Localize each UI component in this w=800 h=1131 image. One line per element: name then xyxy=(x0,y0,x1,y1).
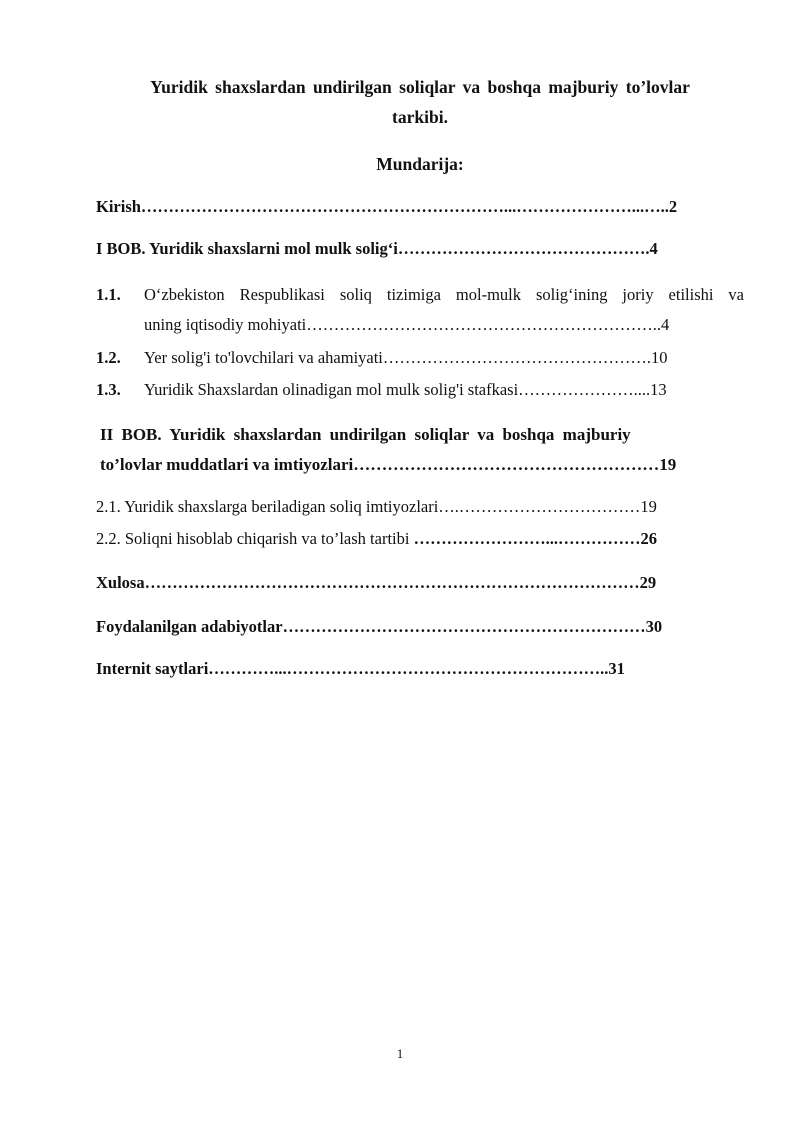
document-title-line2: tarkibi. xyxy=(392,107,448,127)
toc-section-number: 1.1. xyxy=(96,285,121,304)
toc-entry-section-1-1 xyxy=(96,280,744,340)
toc-entry-websites: Internit saytlari…………...…………………………………………………..31 xyxy=(96,659,625,678)
toc-entry-intro: Kirish…………………………………………………………...…………………...…..2 xyxy=(96,197,678,216)
toc-section-number: 1.3. xyxy=(96,380,121,399)
toc-entry-section-1-3 xyxy=(96,379,744,401)
toc-entry-chapter2 xyxy=(100,420,742,480)
toc-entry-section-1-2 xyxy=(96,347,744,369)
toc-section-text-line1: O‘zbekiston Respublikasi soliq tizimiga mol-mulk solig‘ining joriy etilishi va xyxy=(144,285,744,304)
toc-section-text-line2: uning iqtisodiy mohiyati………………………………………………………..4 xyxy=(144,315,670,334)
page-number: 1 xyxy=(396,1046,404,1061)
document-title-line1: Yuridik shaxslardan undirilgan soliqlar va boshqa majburiy to’lovlar xyxy=(150,77,690,97)
toc-entry-conclusion: Xulosa………………………………………………………………………………29 xyxy=(96,573,657,592)
toc-entry-references: Foydalanilgan adabiyotlar…………………………………………………………30 xyxy=(96,617,663,636)
toc-section-text: Yer solig'i to'lovchilari va ahamiyati………………………………………….10 xyxy=(144,348,668,367)
toc-entry-section-2-1: 2.1. Yuridik shaxslarga beriladigan soliq imtiyozlari….……………………………19 xyxy=(96,497,657,516)
toc-chapter2-line1: II BOB. Yuridik shaxslardan undirilgan soliqlar va boshqa majburiy xyxy=(100,425,631,444)
contents-heading: Mundarija: xyxy=(376,154,464,174)
toc-section-number: 1.2. xyxy=(96,348,121,367)
toc-chapter2-line2: to’lovlar muddatlari va imtiyozlari………………………………………………19 xyxy=(100,455,677,474)
toc-section-page: ……………………...……………26 xyxy=(413,529,657,548)
toc-entry-chapter1: I BOB. Yuridik shaxslarni mol mulk solig‘i……………………………………….4 xyxy=(96,239,658,258)
toc-section-text: 2.2. Soliqni hisoblab chiqarish va to’lash tartibi xyxy=(96,529,414,548)
toc-section-text: Yuridik Shaxslardan olinadigan mol mulk solig'i stafkasi…………………....13 xyxy=(144,380,667,399)
document-title xyxy=(96,72,744,132)
toc-entry-section-2-2 xyxy=(96,528,744,550)
